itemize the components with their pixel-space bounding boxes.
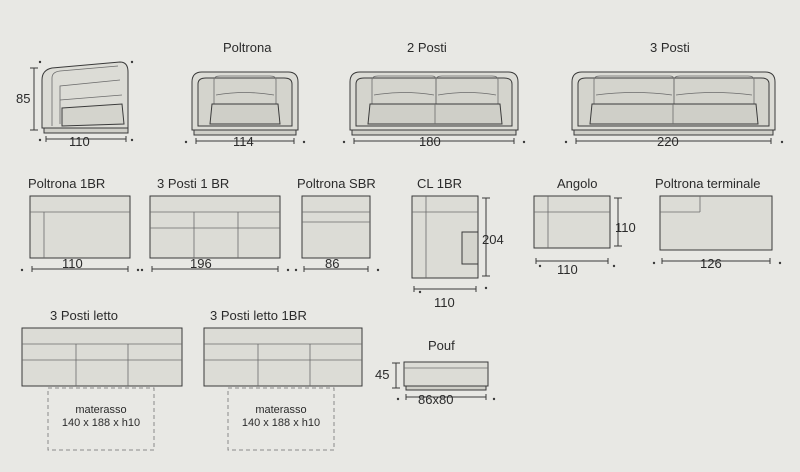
- poltrona-label: Poltrona: [223, 40, 272, 55]
- angolo-width: 110: [557, 262, 578, 277]
- module-side-drawing: [30, 61, 133, 142]
- tre-posti-1br-width: 196: [190, 256, 212, 271]
- module-side-height: 85: [16, 91, 31, 106]
- mattress-size-1: 140 x 188 x h10: [61, 417, 141, 429]
- pouf-size: 86x80: [418, 392, 454, 407]
- poltrona-sbr-label: Poltrona SBR: [297, 176, 376, 191]
- module-side-width: 110: [69, 134, 90, 149]
- cl-1br-label: CL 1BR: [417, 176, 463, 191]
- tre-posti-letto-mattress: [48, 404, 154, 430]
- tre-posti-1br-drawing: [141, 196, 289, 272]
- poltrona-terminale-drawing: [653, 196, 781, 264]
- angolo-drawing: [534, 196, 622, 267]
- poltrona-width: 114: [233, 134, 254, 149]
- tre-posti-letto-1br-mattress: [228, 404, 334, 430]
- poltrona-sbr-width: 86: [325, 256, 340, 271]
- pouf-height: 45: [375, 367, 390, 382]
- mattress-label-1: materasso: [75, 404, 127, 416]
- tre-posti-letto-1br-label: 3 Posti letto 1BR: [210, 308, 307, 323]
- cl-1br-width: 110: [434, 295, 455, 310]
- tre-posti-label: 3 Posti: [650, 40, 690, 55]
- tre-posti-letto-1br-drawing: [204, 328, 362, 450]
- poltrona-1br-label: Poltrona 1BR: [28, 176, 106, 191]
- mattress-label-2: materasso: [255, 404, 307, 416]
- poltrona-terminale-width: 126: [700, 256, 722, 271]
- tre-posti-letto-label: 3 Posti letto: [50, 308, 118, 323]
- poltrona-1br-width: 110: [62, 256, 83, 271]
- due-posti-label: 2 Posti: [407, 40, 447, 55]
- cl-1br-depth: 204: [482, 232, 504, 247]
- due-posti-width: 180: [419, 134, 441, 149]
- cl-1br-drawing: [412, 196, 490, 293]
- pouf-label: Pouf: [428, 338, 455, 353]
- tre-posti-1br-label: 3 Posti 1 BR: [157, 176, 230, 191]
- tre-posti-letto-drawing: [22, 328, 182, 450]
- poltrona-terminale-label: Poltrona terminale: [655, 176, 761, 191]
- angolo-depth: 110: [615, 220, 636, 235]
- angolo-label: Angolo: [557, 176, 598, 191]
- tre-posti-width: 220: [657, 134, 679, 149]
- mattress-size-2: 140 x 188 x h10: [241, 417, 321, 429]
